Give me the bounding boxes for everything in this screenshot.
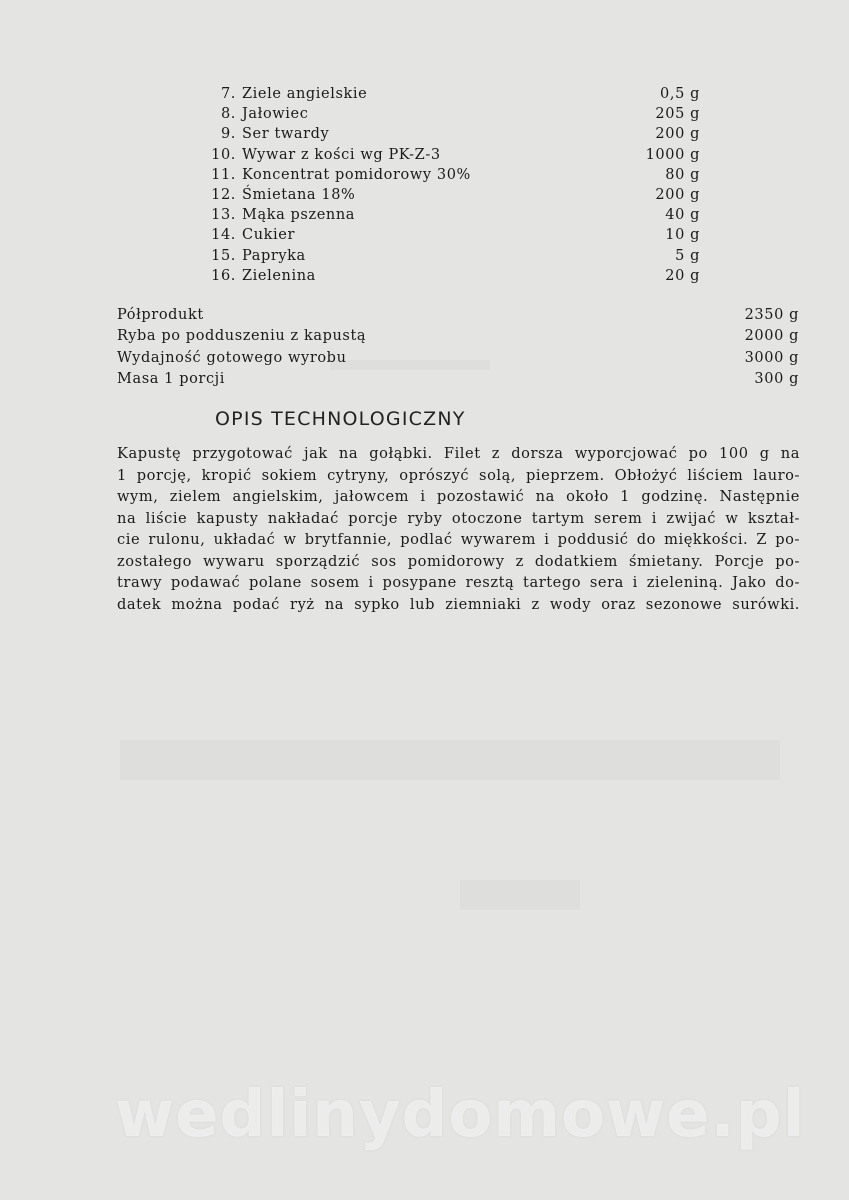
ingredient-row: [190, 165, 710, 185]
ingredient-number: 11.: [211, 166, 236, 183]
ingredient-number: 15.: [211, 247, 236, 264]
ingredient-row: [190, 84, 710, 104]
summary-value: 3000 g: [744, 349, 799, 366]
ingredient-row: [190, 145, 710, 165]
ingredient-amount: 1000 g: [645, 146, 700, 163]
summary-value: 2350 g: [744, 306, 799, 323]
ingredient-amount: 10 g: [665, 227, 700, 244]
site-watermark: wedlinydomowe.pl: [115, 1078, 806, 1152]
ingredient-name: Jałowiec: [242, 106, 309, 123]
paragraph-line: trawy podawać polane sosem i posypane resztą tartego sera i zieleniną. Jako do-: [117, 574, 800, 591]
summary-label: Masa 1 porcji: [117, 371, 226, 388]
summary-row: [117, 326, 807, 348]
summary-row: [117, 369, 807, 391]
summary-label: Wydajność gotowego wyrobu: [117, 349, 347, 366]
ingredient-name: Papryka: [242, 247, 306, 264]
ingredient-row: [190, 246, 710, 266]
ingredient-row: [190, 266, 710, 286]
ingredient-number: 14.: [211, 227, 236, 244]
description-paragraph: [117, 443, 800, 615]
ingredient-list: [190, 84, 710, 286]
paragraph-line: Kapustę przygotować jak na gołąbki. Filet z dorsza wyporcjować po 100 g na: [117, 445, 800, 462]
ingredient-name: Koncentrat pomidorowy 30%: [242, 166, 471, 183]
yield-summary: [117, 304, 807, 390]
paragraph-line: cie rulonu, układać w brytfannie, podlać wywarem i poddusić do miękkości. Z po-: [117, 531, 800, 548]
ingredient-number: 10.: [211, 146, 236, 163]
ingredient-row: [190, 185, 710, 205]
paragraph-line: wym, zielem angielskim, jałowcem i pozostawić na około 1 godzinę. Następnie: [117, 488, 800, 505]
ingredient-amount: 0,5 g: [660, 86, 700, 103]
ingredient-amount: 20 g: [665, 267, 700, 284]
ingredient-amount: 205 g: [655, 106, 700, 123]
ingredient-row: [190, 225, 710, 245]
summary-row: [117, 347, 807, 369]
ingredient-amount: 40 g: [665, 207, 700, 224]
summary-label: Półprodukt: [117, 306, 204, 323]
ingredient-number: 9.: [220, 126, 236, 143]
summary-label: Ryba po podduszeniu z kapustą: [117, 328, 367, 345]
ingredient-name: Ser twardy: [242, 126, 330, 143]
ingredient-row: [190, 205, 710, 225]
paragraph-line: zostałego wywaru sporządzić sos pomidorowy z dodatkiem śmietany. Porcje po-: [117, 552, 800, 570]
paragraph-line: 1 porcję, kropić sokiem cytryny, oprószyć solą, pieprzem. Obłożyć liściem lauro-: [117, 466, 800, 484]
ingredient-number: 7.: [220, 86, 236, 103]
ingredient-number: 12.: [211, 187, 236, 204]
ingredient-name: Mąka pszenna: [242, 207, 355, 224]
ingredient-number: 8.: [220, 106, 236, 123]
summary-row: [117, 304, 807, 326]
ingredient-amount: 200 g: [655, 187, 700, 204]
paragraph-line: datek można podać ryż na sypko lub ziemniaki z wody oraz sezonowe surówki.: [117, 595, 800, 613]
ingredient-name: Cukier: [242, 227, 295, 244]
ingredient-name: Wywar z kości wg PK-Z-3: [242, 146, 441, 163]
ingredient-amount: 200 g: [655, 126, 700, 143]
ingredient-number: 16.: [211, 267, 236, 284]
ingredient-name: Śmietana 18%: [242, 187, 356, 204]
ingredient-row: [190, 104, 710, 124]
ingredient-name: Zielenina: [242, 267, 316, 284]
ingredient-number: 13.: [211, 207, 236, 224]
ingredient-amount: 80 g: [665, 166, 700, 183]
ingredient-name: Ziele angielskie: [242, 86, 368, 103]
paragraph-line: na liście kapusty nakładać porcje ryby otoczone tartym serem i zwijać w kształ-: [117, 509, 800, 527]
section-heading: OPIS TECHNOLOGICZNY: [215, 408, 466, 430]
ingredient-row: [190, 124, 710, 144]
summary-value: 2000 g: [744, 328, 799, 345]
summary-value: 300 g: [754, 371, 799, 388]
ingredient-amount: 5 g: [675, 247, 700, 264]
